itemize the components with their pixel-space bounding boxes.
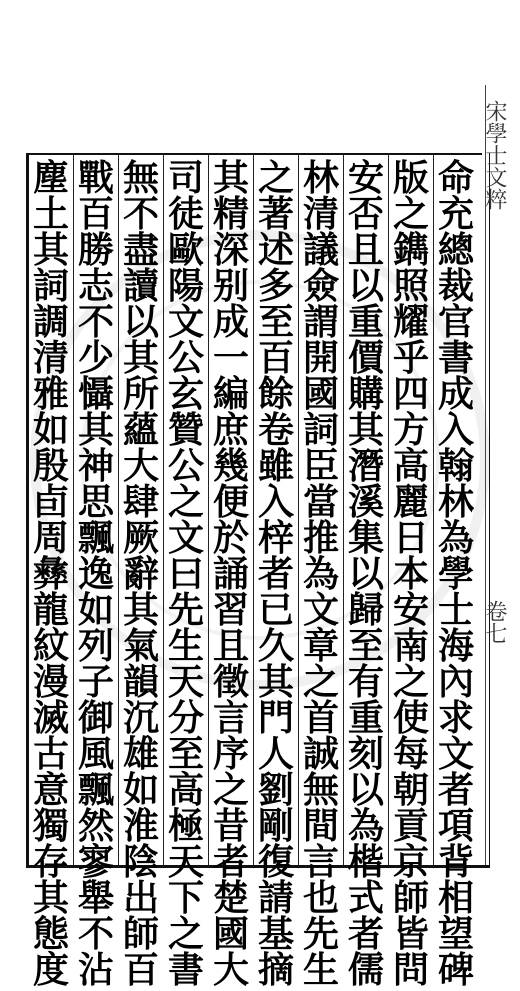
character: 議 (302, 229, 339, 271)
character: 也 (302, 877, 339, 919)
character: 文 (167, 301, 204, 343)
character: 生 (302, 949, 339, 991)
character: 貢 (392, 805, 429, 847)
character: 分 (167, 697, 204, 739)
character: 徵 (212, 661, 249, 703)
character: 成 (212, 301, 249, 343)
character: 意 (32, 769, 69, 811)
character: 溪 (347, 481, 384, 523)
character: 不 (77, 913, 114, 955)
character: 於 (212, 517, 249, 559)
character: 土 (32, 193, 69, 235)
character: 國 (302, 373, 339, 415)
character: 沉 (122, 697, 159, 739)
character: 其 (347, 409, 384, 451)
character: 梓 (257, 517, 294, 559)
character: 習 (212, 589, 249, 631)
character: 潛 (347, 445, 384, 487)
character: 章 (302, 625, 339, 667)
character: 問 (392, 949, 429, 991)
character: 者 (257, 553, 294, 595)
character: 度 (32, 949, 69, 991)
character: 背 (437, 841, 474, 883)
character: 精 (212, 193, 249, 235)
character: 漫 (32, 661, 69, 703)
margin-volume: 卷七 (482, 600, 507, 644)
margin-title: 宋學士文粹 (482, 100, 507, 210)
character: 四 (392, 373, 429, 415)
text-column (73, 157, 119, 991)
character: 編 (212, 373, 249, 415)
character: 志 (77, 265, 114, 307)
character: 天 (167, 661, 204, 703)
text-column (163, 157, 209, 991)
character: 列 (77, 625, 114, 667)
character: 别 (212, 265, 249, 307)
character: 深 (212, 229, 249, 271)
character: 言 (302, 841, 339, 883)
character: 每 (392, 733, 429, 775)
character: 著 (257, 193, 294, 235)
character: 充 (437, 193, 474, 235)
character: 辭 (122, 553, 159, 595)
text-column (388, 157, 434, 991)
character: 下 (167, 877, 204, 919)
character: 昔 (212, 805, 249, 847)
character: 者 (347, 913, 384, 955)
character: 幾 (212, 445, 249, 487)
character: 命 (437, 157, 474, 199)
character: 之 (167, 913, 204, 955)
character: 謂 (302, 301, 339, 343)
character: 徒 (167, 193, 204, 235)
character: 述 (257, 229, 294, 271)
character: 文 (302, 589, 339, 631)
character: 沾 (77, 949, 114, 991)
character: 購 (347, 373, 384, 415)
character: 以 (122, 301, 159, 343)
character: 有 (347, 661, 384, 703)
character: 淮 (122, 805, 159, 847)
character: 無 (122, 157, 159, 199)
page-margin-strip (482, 80, 520, 870)
character: 多 (257, 265, 294, 307)
character: 推 (302, 517, 339, 559)
character: 方 (392, 409, 429, 451)
character: 玄 (167, 373, 204, 415)
character: 林 (302, 157, 339, 199)
character: 入 (437, 409, 474, 451)
character: 開 (302, 337, 339, 379)
character: 餘 (257, 373, 294, 415)
character: 態 (32, 913, 69, 955)
character: 序 (212, 733, 249, 775)
character: 戰 (77, 157, 114, 199)
character: 少 (77, 337, 114, 379)
character: 者 (212, 841, 249, 883)
character: 至 (347, 625, 384, 667)
character: 歸 (347, 589, 384, 631)
character: 書 (167, 949, 204, 991)
character: 獨 (32, 805, 69, 847)
character: 高 (392, 445, 429, 487)
character: 其 (122, 589, 159, 631)
character: 存 (32, 841, 69, 883)
character: 內 (437, 661, 474, 703)
character: 雖 (257, 445, 294, 487)
character: 彝 (32, 553, 69, 595)
character: 之 (212, 769, 249, 811)
character: 逸 (77, 553, 114, 595)
character: 總 (437, 229, 474, 271)
character: 其 (122, 337, 159, 379)
text-column (298, 157, 344, 991)
character: 紋 (32, 625, 69, 667)
character: 之 (302, 661, 339, 703)
character: 門 (257, 697, 294, 739)
character: 便 (212, 481, 249, 523)
character: 入 (257, 481, 294, 523)
character: 安 (347, 157, 384, 199)
character: 韻 (122, 661, 159, 703)
character: 南 (392, 625, 429, 667)
character: 臣 (302, 445, 339, 487)
character: 其 (257, 661, 294, 703)
character: 間 (302, 805, 339, 847)
character: 如 (122, 769, 159, 811)
character: 安 (392, 589, 429, 631)
character: 不 (122, 193, 159, 235)
character: 公 (167, 337, 204, 379)
character: 為 (347, 805, 384, 847)
character: 不 (77, 301, 114, 343)
character: 詞 (302, 409, 339, 451)
character: 摘 (257, 949, 294, 991)
character: 且 (212, 625, 249, 667)
character: 思 (77, 481, 114, 523)
character: 如 (32, 409, 69, 451)
character: 出 (122, 877, 159, 919)
character: 集 (347, 517, 384, 559)
character: 望 (437, 913, 474, 955)
character: 清 (302, 193, 339, 235)
character: 京 (392, 841, 429, 883)
character: 雅 (32, 373, 69, 415)
text-column (118, 157, 164, 991)
character: 周 (32, 517, 69, 559)
character: 久 (257, 625, 294, 667)
character: 本 (392, 553, 429, 595)
character: 以 (347, 553, 384, 595)
character: 至 (257, 301, 294, 343)
character: 為 (437, 517, 474, 559)
character: 寥 (77, 841, 114, 883)
character: 御 (77, 697, 114, 739)
character: 學 (437, 553, 474, 595)
character: 至 (167, 733, 204, 775)
character: 神 (77, 445, 114, 487)
character: 言 (212, 697, 249, 739)
character: 陽 (167, 265, 204, 307)
character: 為 (302, 553, 339, 595)
character: 子 (77, 661, 114, 703)
text-column (208, 157, 254, 991)
character: 百 (77, 193, 114, 235)
character: 如 (77, 589, 114, 631)
character: 大 (122, 445, 159, 487)
character: 之 (392, 661, 429, 703)
character: 歐 (167, 229, 204, 271)
character: 相 (437, 877, 474, 919)
character: 鐫 (392, 229, 429, 271)
character: 當 (302, 481, 339, 523)
character: 古 (32, 733, 69, 775)
character: 師 (392, 877, 429, 919)
character: 高 (167, 769, 204, 811)
character: 官 (437, 301, 474, 343)
character: 楷 (347, 841, 384, 883)
character: 文 (437, 733, 474, 775)
character: 之 (392, 193, 429, 235)
character: 請 (257, 877, 294, 919)
character: 麗 (392, 481, 429, 523)
character: 皆 (392, 913, 429, 955)
character: 贊 (167, 409, 204, 451)
text-column (253, 157, 299, 991)
character: 士 (437, 589, 474, 631)
character: 使 (392, 697, 429, 739)
character: 極 (167, 805, 204, 847)
character: 塵 (32, 157, 69, 199)
character: 者 (437, 769, 474, 811)
character: 百 (122, 949, 159, 991)
character: 蘊 (122, 409, 159, 451)
character: 曰 (167, 553, 204, 595)
character: 陰 (122, 841, 159, 883)
character: 氣 (122, 625, 159, 667)
character: 基 (257, 913, 294, 955)
character: 其 (77, 409, 114, 451)
character: 且 (347, 229, 384, 271)
character: 之 (257, 157, 294, 199)
character: 項 (437, 805, 474, 847)
character: 僉 (302, 265, 339, 307)
character: 大 (212, 949, 249, 991)
character: 先 (167, 589, 204, 631)
character: 殷 (32, 445, 69, 487)
character: 舉 (77, 877, 114, 919)
character: 一 (212, 337, 249, 379)
character: 日 (392, 517, 429, 559)
character: 師 (122, 913, 159, 955)
character: 肆 (122, 481, 159, 523)
character: 林 (437, 481, 474, 523)
character: 人 (257, 733, 294, 775)
character: 先 (302, 913, 339, 955)
character: 無 (302, 769, 339, 811)
character: 其 (32, 229, 69, 271)
character: 以 (347, 265, 384, 307)
character: 劉 (257, 769, 294, 811)
character: 已 (257, 589, 294, 631)
character: 碑 (437, 949, 474, 991)
character: 剛 (257, 805, 294, 847)
character: 照 (392, 265, 429, 307)
character: 誠 (302, 733, 339, 775)
character: 復 (257, 841, 294, 883)
character: 讀 (122, 265, 159, 307)
character: 耀 (392, 301, 429, 343)
character: 文 (167, 517, 204, 559)
character: 卷 (257, 409, 294, 451)
character: 龍 (32, 589, 69, 631)
character: 儒 (347, 949, 384, 991)
character: 重 (347, 697, 384, 739)
character: 公 (167, 445, 204, 487)
character: 其 (32, 877, 69, 919)
character: 雄 (122, 733, 159, 775)
character: 盡 (122, 229, 159, 271)
character: 國 (212, 913, 249, 955)
character: 所 (122, 373, 159, 415)
character: 天 (167, 841, 204, 883)
character: 否 (347, 193, 384, 235)
character: 其 (212, 157, 249, 199)
character: 價 (347, 337, 384, 379)
character: 庶 (212, 409, 249, 451)
character: 成 (437, 373, 474, 415)
character: 百 (257, 337, 294, 379)
character: 書 (437, 337, 474, 379)
character: 版 (392, 157, 429, 199)
character: 求 (437, 697, 474, 739)
character: 懾 (77, 373, 114, 415)
character: 乎 (392, 337, 429, 379)
character: 風 (77, 733, 114, 775)
character: 式 (347, 877, 384, 919)
character: 裁 (437, 265, 474, 307)
character: 重 (347, 301, 384, 343)
character: 調 (32, 301, 69, 343)
character: 翰 (437, 445, 474, 487)
text-column (343, 157, 389, 991)
character: 朝 (392, 769, 429, 811)
character: 詞 (32, 265, 69, 307)
character: 厥 (122, 517, 159, 559)
character: 卣 (32, 481, 69, 523)
character: 刻 (347, 733, 384, 775)
character: 飄 (77, 769, 114, 811)
character: 以 (347, 769, 384, 811)
character: 首 (302, 697, 339, 739)
character: 勝 (77, 229, 114, 271)
character: 生 (167, 625, 204, 667)
text-column (433, 157, 479, 991)
text-column (28, 157, 74, 991)
character: 司 (167, 157, 204, 199)
character: 然 (77, 805, 114, 847)
character: 滅 (32, 697, 69, 739)
character: 誦 (212, 553, 249, 595)
character: 清 (32, 337, 69, 379)
character: 海 (437, 625, 474, 667)
character: 飄 (77, 517, 114, 559)
character: 楚 (212, 877, 249, 919)
character: 之 (167, 481, 204, 523)
